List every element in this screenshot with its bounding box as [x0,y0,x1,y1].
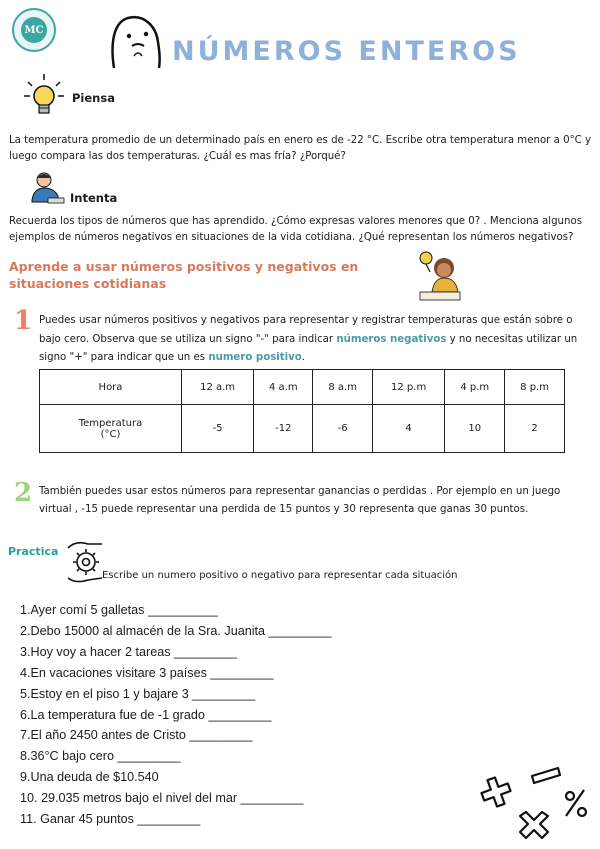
list-item: 11. Ganar 45 puntos _________ [20,812,201,827]
intenta-text: Recuerda los tipos de números que has aprendido. ¿Cómo expresas valores menores que 0? . Menciona algunos ejemplos de números negativos en situaciones de la vida cotidiana. ¿Qué representan los números negativos? [9,216,583,243]
logo-monogram: MC [21,17,47,43]
list-item: 6.La temperatura fue de -1 grado _________ [20,707,272,722]
piensa-label: Piensa [72,91,115,105]
step-number-2: 2 [14,478,33,508]
list-item: 2.Debo 15000 al almacén de la Sra. Juanita _________ [20,623,332,638]
table-cell: -6 [313,405,372,453]
point1-text [39,312,579,368]
list-item: 7.El año 2450 antes de Cristo _________ [20,728,253,743]
table-cell: 4 a.m [254,370,313,405]
temperature-label: Temperatura [78,417,143,429]
temperature-table [39,369,565,453]
point1-text-b: y no necesitas utilizar un signo "+" para indicar que un es [39,333,578,363]
point1-text-a: Puedes usar números positivos y negativos para representar y registrar temperaturas que están sobre o bajo cero. Observa que se utiliza un signo "-" para indicar [39,315,573,345]
school-logo [12,8,56,52]
page-title: NÚMEROS ENTEROS [172,36,521,67]
aprende-heading: Aprende a usar números positivos y negativos en situaciones cotidianas [9,259,359,291]
table-cell: -5 [182,405,254,453]
table-cell: 2 [505,405,565,453]
practica-instruction: Escribe un numero positivo o negativo para representar cada situación [102,570,458,581]
table-row [40,405,565,453]
girl-idea-icon [412,248,466,304]
table-cell: -12 [254,405,313,453]
table-cell: 4 p.m [445,370,505,405]
temperature-unit: (°C) [100,428,121,440]
table-cell: 8 a.m [313,370,372,405]
point1-text-c: . [301,352,306,363]
intenta-label: Intenta [70,191,118,205]
positive-number-highlight: numero positivo [208,352,302,363]
thinking-character-icon [104,12,166,70]
list-item: 3.Hoy voy a hacer 2 tareas _________ [20,644,238,659]
table-header-cell: Hora [40,370,182,405]
list-item: 5.Estoy en el piso 1 y bajare 3 _________ [20,686,256,701]
math-symbols-icon [470,760,598,848]
list-item: 9.Una deuda de $10.540 [20,770,159,785]
list-item: 10. 29.035 metros bajo el nivel del mar _________ [20,791,304,806]
list-item: 4.En vacaciones visitare 3 países _________ [20,665,274,680]
negative-numbers-highlight: números negativos [336,333,447,345]
table-cell: 12 a.m [182,370,254,405]
table-cell: 4 [372,405,445,453]
table-cell: 10 [445,405,505,453]
student-writing-icon [28,168,68,208]
piensa-text: La temperatura promedio de un determinado país en enero es de -22 °C. Escribe otra temperatura menor a 0°C y luego compara las dos temperaturas. ¿Cuál es mas fría? ¿Porqué? [9,135,592,162]
table-cell: 8 p.m [505,370,565,405]
table-cell: 12 p.m [372,370,445,405]
point2-text: También puedes usar estos números para representar ganancias o perdidas . Por ejemplo en un juego virtual , -15 puede representar una perdida de 15 puntos y 30 representa que ganas 30 puntos. [39,486,561,515]
table-header-cell [40,405,182,453]
practica-label: Practica [8,545,59,558]
list-item: 8.36°C bajo cero _________ [20,749,181,764]
list-item: 1.Ayer comí 5 galletas __________ [20,603,218,617]
practice-list [20,600,332,830]
step-number-1: 1 [14,306,33,336]
lightbulb-icon [22,72,66,120]
table-row [40,370,565,405]
